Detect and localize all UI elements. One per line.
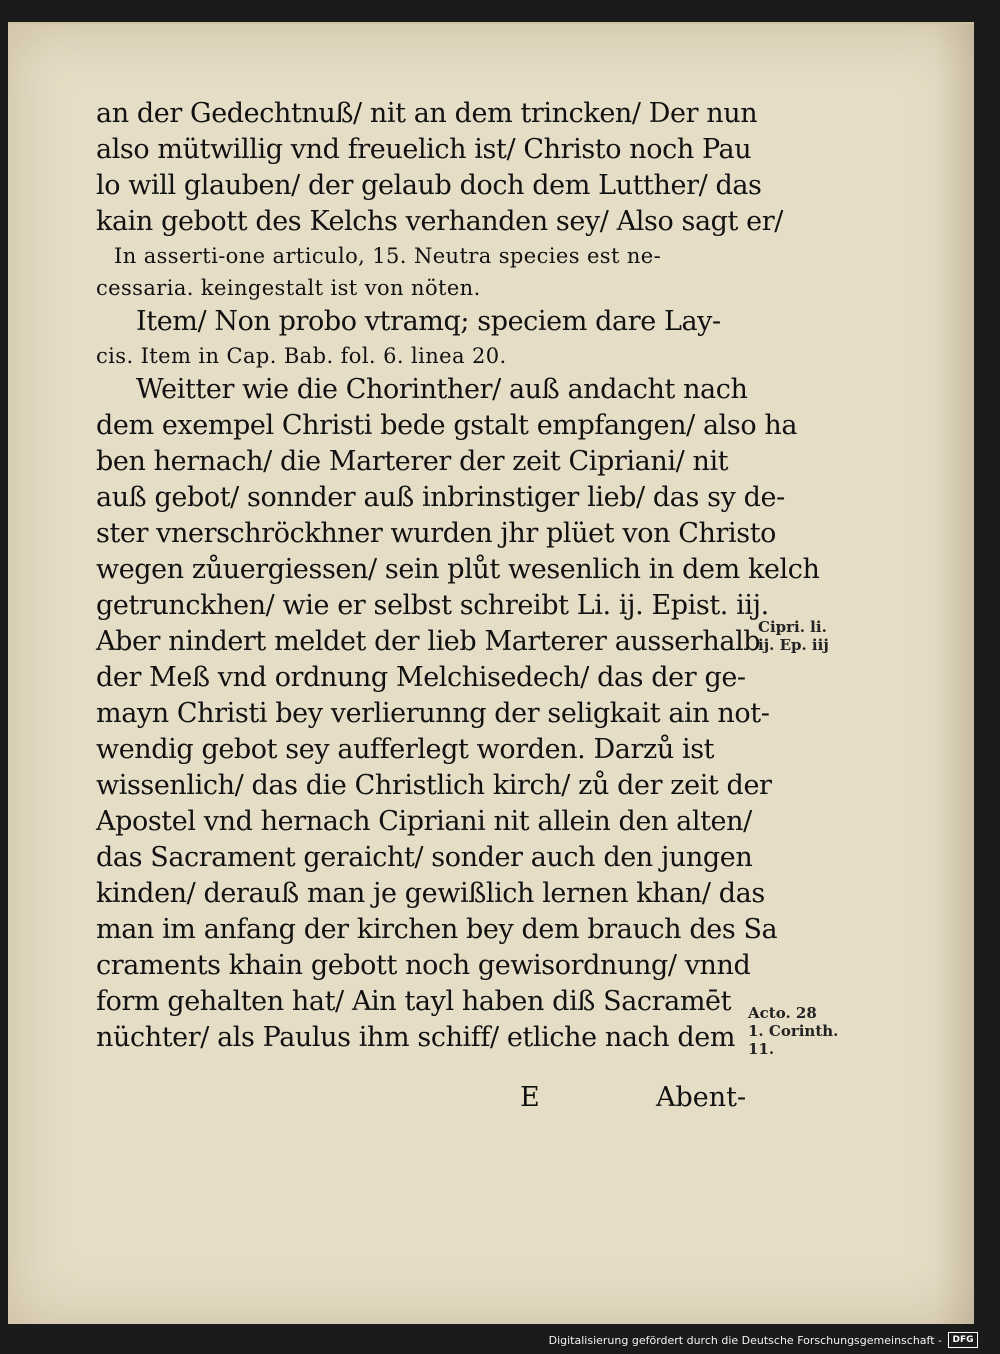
page-shading [934,24,974,1324]
text-line: wissenlich/ das die Christlich kirch/ zů der zeit der [96,770,772,801]
latin-quote-line: cis. Item in Cap. Bab. fol. 6. linea 20. [96,344,507,368]
text-line: ben hernach/ die Marterer der zeit Cipriani/ nit [96,446,729,477]
text-line: auß gebot/ sonnder auß inbrinstiger lieb/ das sy de- [96,482,785,513]
margin-note-cipriani: Cipri. li. ij. Ep. iij [758,618,829,654]
footer-credit: Digitalisierung gefördert durch die Deutsche Forschungsgemeinschaft - [548,1333,942,1347]
text-line: kain gebott des Kelchs verhanden sey/ Also sagt er/ [96,206,783,237]
text-line: an der Gedechtnuß/ nit an dem trincken/ Der nun [96,98,758,129]
text-line: Apostel vnd hernach Cipriani nit allein den alten/ [96,806,752,837]
text-line: ster vnerschröckhner wurden jhr plüet von Christo [96,518,777,549]
text-line: mayn Christi bey verlierunng der seligkait ain not- [96,698,770,729]
text-line: wegen zůuergiessen/ sein plůt wesenlich in dem kelch [96,554,820,585]
text-line: dem exempel Christi bede gstalt empfangen/ also ha [96,410,798,441]
catchword: Abent- [656,1082,747,1113]
text-line: lo will glauben/ der gelaub doch dem Lutther/ das [96,170,762,201]
text-line: also mütwillig vnd freuelich ist/ Christo noch Pau [96,134,752,165]
margin-note-acts-corinth: Acto. 28 1. Corinth. 11. [748,1004,839,1058]
latin-quote-line: In asserti-one articulo, 15. Neutra species est ne- [114,244,662,268]
text-line: kinden/ derauß man je gewißlich lernen khan/ das [96,878,765,909]
text-line: form gehalten hat/ Ain tayl haben diß Sacramēt [96,986,732,1017]
text-line: getrunckhen/ wie er selbst schreibt Li. ij. Epist. iij. [96,590,769,621]
digitization-footer [549,1330,978,1350]
text-line: nüchter/ als Paulus ihm schiff/ etliche nach dem [96,1022,736,1053]
dfg-logo: DFG [948,1332,978,1348]
text-line: der Meß vnd ordnung Melchisedech/ das der ge- [96,662,746,693]
text-line: Item/ Non probo vtramq; speciem dare Lay- [136,306,721,337]
text-line: Aber nindert meldet der lieb Marterer ausserhalb [96,626,761,657]
book-page [8,22,974,1324]
text-line: das Sacrament geraicht/ sonder auch den jungen [96,842,753,873]
paragraph-start-line: Weitter wie die Chorinther/ auß andacht nach [136,374,748,405]
text-line: man im anfang der kirchen bey dem brauch des Sa [96,914,778,945]
latin-quote-line: cessaria. keingestalt ist von nöten. [96,276,481,300]
text-line: craments khain gebott noch gewisordnung/ vnnd [96,950,751,981]
signature-mark: E [520,1082,540,1113]
text-line: wendig gebot sey aufferlegt worden. Darzů ist [96,734,715,765]
